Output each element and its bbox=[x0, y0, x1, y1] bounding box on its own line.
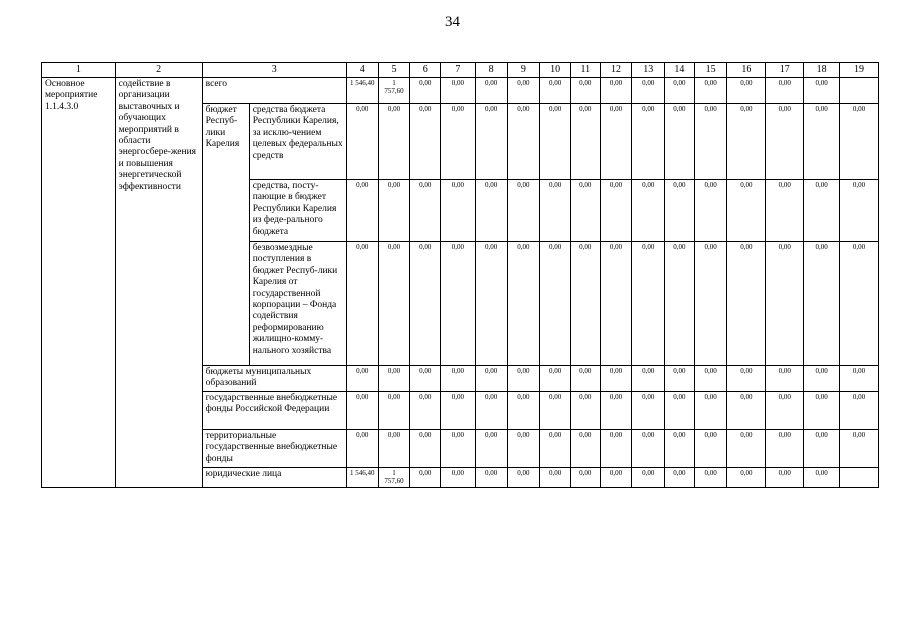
value-cell: 0,00 bbox=[694, 468, 727, 488]
value-cell: 0,00 bbox=[441, 430, 476, 468]
value-cell: 0,00 bbox=[441, 180, 476, 242]
col-header: 1 bbox=[42, 63, 116, 78]
value-cell: 0,00 bbox=[600, 468, 632, 488]
header-row bbox=[42, 63, 879, 78]
value-cell: 0,00 bbox=[727, 468, 766, 488]
value-cell: 0,00 bbox=[665, 180, 695, 242]
value-cell: 0,00 bbox=[441, 366, 476, 392]
value-cell: 0,00 bbox=[632, 468, 665, 488]
value-cell: 0,00 bbox=[507, 180, 540, 242]
value-cell: 0,00 bbox=[694, 366, 727, 392]
value-cell: 0,00 bbox=[766, 468, 804, 488]
value-cell: 0,00 bbox=[441, 468, 476, 488]
row-label: всего bbox=[202, 78, 346, 104]
value-cell: 0,00 bbox=[540, 366, 571, 392]
value-cell: 0,00 bbox=[475, 468, 507, 488]
col-header: 18 bbox=[804, 63, 840, 78]
col-header: 17 bbox=[766, 63, 804, 78]
value-cell: 0,00 bbox=[410, 104, 441, 180]
value-cell: 0,00 bbox=[766, 430, 804, 468]
value-cell: 0,00 bbox=[346, 366, 378, 392]
value-cell: 0,00 bbox=[441, 392, 476, 430]
value-cell: 0,00 bbox=[570, 430, 600, 468]
value-cell: 0,00 bbox=[694, 392, 727, 430]
value-cell: 0,00 bbox=[346, 392, 378, 430]
value-cell: 0,00 bbox=[346, 104, 378, 180]
value-cell: 0,00 bbox=[665, 366, 695, 392]
value-cell: 0,00 bbox=[540, 430, 571, 468]
value-cell: 0,00 bbox=[766, 366, 804, 392]
value-cell: 0,00 bbox=[804, 468, 840, 488]
value-cell: 0,00 bbox=[570, 392, 600, 430]
value-cell: 0,00 bbox=[766, 78, 804, 104]
value-cell: 0,00 bbox=[475, 78, 507, 104]
value-cell: 0,00 bbox=[600, 366, 632, 392]
page-number: 34 bbox=[445, 14, 460, 30]
value-cell: 0,00 bbox=[378, 366, 410, 392]
value-cell: 0,00 bbox=[600, 392, 632, 430]
value-cell: 0,00 bbox=[665, 468, 695, 488]
value-cell: 0,00 bbox=[600, 180, 632, 242]
value-cell: 0,00 bbox=[600, 78, 632, 104]
value-cell: 0,00 bbox=[475, 366, 507, 392]
row-label: средства, посту-пающие в бюджет Республики Карелия из феде-рального бюджета bbox=[249, 180, 346, 242]
value-cell: 0,00 bbox=[766, 104, 804, 180]
value-cell: 0,00 bbox=[804, 430, 840, 468]
value-cell: 0,00 bbox=[378, 242, 410, 366]
col-header: 9 bbox=[507, 63, 540, 78]
value-cell: 0,00 bbox=[727, 104, 766, 180]
value-cell: 0,00 bbox=[378, 430, 410, 468]
value-cell: 0,00 bbox=[570, 78, 600, 104]
value-cell: 0,00 bbox=[540, 242, 571, 366]
value-cell: 0,00 bbox=[665, 430, 695, 468]
value-cell: 1 546,40 bbox=[346, 78, 378, 104]
value-cell: 0,00 bbox=[346, 430, 378, 468]
col-header: 11 bbox=[570, 63, 600, 78]
value-cell: 0,00 bbox=[540, 468, 571, 488]
value-cell: 0,00 bbox=[766, 242, 804, 366]
value-cell: 0,00 bbox=[694, 104, 727, 180]
value-cell: 0,00 bbox=[804, 78, 840, 104]
value-cell: 0,00 bbox=[804, 392, 840, 430]
value-cell: 0,00 bbox=[507, 242, 540, 366]
value-cell: 0,00 bbox=[475, 180, 507, 242]
value-cell: 0,00 bbox=[410, 366, 441, 392]
value-cell: 0,00 bbox=[475, 104, 507, 180]
value-cell: 0,00 bbox=[632, 180, 665, 242]
budget-rk-label: бюджет Респуб-лики Карелия bbox=[202, 104, 249, 366]
value-cell: 0,00 bbox=[570, 242, 600, 366]
col-header: 4 bbox=[346, 63, 378, 78]
value-cell: 0,00 bbox=[570, 180, 600, 242]
measure-description: содействие в организации выставочных и обучающих мероприятий в области энергосбере-жения и повышения энергетической эффективности bbox=[115, 78, 202, 488]
col-header: 2 bbox=[115, 63, 202, 78]
value-cell: 0,00 bbox=[441, 242, 476, 366]
value-cell: 0,00 bbox=[804, 104, 840, 180]
value-cell: 0,00 bbox=[600, 104, 632, 180]
value-cell: 0,00 bbox=[441, 78, 476, 104]
row-label: территориальные государственные внебюджетные фонды bbox=[202, 430, 346, 468]
value-cell: 0,00 bbox=[840, 430, 879, 468]
value-cell: 0,00 bbox=[540, 392, 571, 430]
value-cell: 0,00 bbox=[570, 366, 600, 392]
col-header: 16 bbox=[727, 63, 766, 78]
value-cell: 0,00 bbox=[540, 104, 571, 180]
value-cell: 0,00 bbox=[507, 468, 540, 488]
table-row bbox=[42, 78, 879, 104]
col-header: 15 bbox=[694, 63, 727, 78]
value-cell: 1 757,60 bbox=[378, 78, 410, 104]
value-cell: 0,00 bbox=[600, 242, 632, 366]
value-cell: 0,00 bbox=[804, 242, 840, 366]
value-cell: 0,00 bbox=[694, 180, 727, 242]
col-header: 3 bbox=[202, 63, 346, 78]
value-cell: 0,00 bbox=[632, 392, 665, 430]
value-cell bbox=[840, 78, 879, 104]
value-cell: 0,00 bbox=[378, 392, 410, 430]
value-cell: 0,00 bbox=[727, 366, 766, 392]
value-cell: 0,00 bbox=[410, 180, 441, 242]
value-cell: 0,00 bbox=[665, 242, 695, 366]
value-cell: 0,00 bbox=[475, 392, 507, 430]
value-cell: 0,00 bbox=[840, 180, 879, 242]
value-cell: 0,00 bbox=[346, 180, 378, 242]
value-cell: 0,00 bbox=[727, 242, 766, 366]
value-cell: 0,00 bbox=[665, 392, 695, 430]
value-cell: 0,00 bbox=[600, 430, 632, 468]
value-cell: 0,00 bbox=[410, 242, 441, 366]
value-cell: 0,00 bbox=[570, 104, 600, 180]
col-header: 10 bbox=[540, 63, 571, 78]
value-cell: 0,00 bbox=[840, 242, 879, 366]
value-cell: 0,00 bbox=[665, 78, 695, 104]
value-cell: 0,00 bbox=[840, 104, 879, 180]
value-cell: 0,00 bbox=[632, 242, 665, 366]
col-header: 13 bbox=[632, 63, 665, 78]
row-label: юридические лица bbox=[202, 468, 346, 488]
value-cell: 0,00 bbox=[410, 78, 441, 104]
value-cell: 0,00 bbox=[410, 468, 441, 488]
value-cell: 0,00 bbox=[540, 78, 571, 104]
value-cell: 0,00 bbox=[727, 78, 766, 104]
value-cell: 0,00 bbox=[378, 104, 410, 180]
value-cell: 0,00 bbox=[410, 392, 441, 430]
value-cell: 0,00 bbox=[694, 430, 727, 468]
value-cell: 0,00 bbox=[475, 242, 507, 366]
col-header: 6 bbox=[410, 63, 441, 78]
value-cell: 0,00 bbox=[507, 392, 540, 430]
value-cell: 0,00 bbox=[507, 430, 540, 468]
row-label: государственные внебюджетные фонды Российской Федерации bbox=[202, 392, 346, 430]
value-cell: 0,00 bbox=[694, 242, 727, 366]
value-cell: 0,00 bbox=[410, 430, 441, 468]
value-cell: 0,00 bbox=[840, 366, 879, 392]
value-cell: 0,00 bbox=[507, 366, 540, 392]
budget-table bbox=[41, 62, 879, 488]
value-cell bbox=[840, 468, 879, 488]
value-cell: 1 546,40 bbox=[346, 468, 378, 488]
value-cell: 0,00 bbox=[378, 180, 410, 242]
value-cell: 0,00 bbox=[694, 78, 727, 104]
value-cell: 0,00 bbox=[727, 430, 766, 468]
col-header: 5 bbox=[378, 63, 410, 78]
row-label: средства бюджета Республики Карелия, за исклю-чением целевых федеральных средств bbox=[249, 104, 346, 180]
value-cell: 0,00 bbox=[804, 366, 840, 392]
value-cell: 0,00 bbox=[632, 78, 665, 104]
value-cell: 0,00 bbox=[840, 392, 879, 430]
col-header: 19 bbox=[840, 63, 879, 78]
value-cell: 0,00 bbox=[632, 430, 665, 468]
value-cell: 0,00 bbox=[665, 104, 695, 180]
value-cell: 0,00 bbox=[766, 180, 804, 242]
value-cell: 0,00 bbox=[475, 430, 507, 468]
value-cell: 0,00 bbox=[346, 242, 378, 366]
value-cell: 0,00 bbox=[540, 180, 571, 242]
value-cell: 0,00 bbox=[727, 392, 766, 430]
value-cell: 0,00 bbox=[632, 366, 665, 392]
value-cell: 1 757,60 bbox=[378, 468, 410, 488]
col-header: 12 bbox=[600, 63, 632, 78]
value-cell: 0,00 bbox=[570, 468, 600, 488]
value-cell: 0,00 bbox=[507, 104, 540, 180]
col-header: 7 bbox=[441, 63, 476, 78]
value-cell: 0,00 bbox=[727, 180, 766, 242]
col-header: 14 bbox=[665, 63, 695, 78]
value-cell: 0,00 bbox=[804, 180, 840, 242]
col-header: 8 bbox=[475, 63, 507, 78]
value-cell: 0,00 bbox=[441, 104, 476, 180]
value-cell: 0,00 bbox=[507, 78, 540, 104]
row-label: бюджеты муниципальных образований bbox=[202, 366, 346, 392]
value-cell: 0,00 bbox=[766, 392, 804, 430]
value-cell: 0,00 bbox=[632, 104, 665, 180]
measure-name: Основное мероприятие 1.1.4.3.0 bbox=[42, 78, 116, 488]
row-label: безвозмездные поступления в бюджет Респуб-лики Карелия от государственной корпорации – Фонда содействия реформированию жилищно-комму-нального хозяйства bbox=[249, 242, 346, 366]
